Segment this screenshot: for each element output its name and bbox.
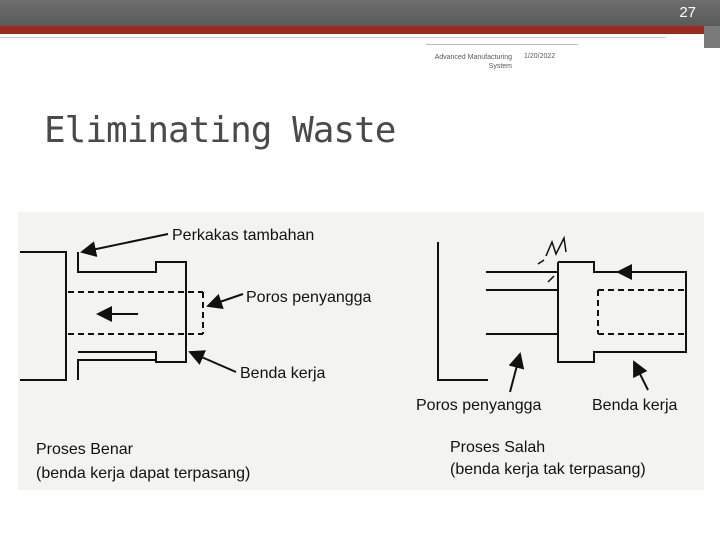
- scanned-figure: [18, 212, 704, 490]
- caption-wrong: Proses Salah: [450, 439, 546, 456]
- caption-correct: Proses Benar: [36, 441, 133, 458]
- label-workpiece-left: Benda kerja: [240, 365, 326, 382]
- label-tool: Perkakas tambahan: [172, 227, 315, 244]
- footer-title-line1: Advanced Manufacturing: [434, 54, 512, 61]
- caption-correct-detail: (benda kerja dapat terpasang): [36, 465, 251, 482]
- accent-band: [0, 26, 704, 34]
- top-bar: [0, 0, 720, 26]
- corner-block: [704, 26, 720, 48]
- footer-date: 1/20/2022: [524, 53, 556, 60]
- footer-title: [418, 53, 512, 71]
- header-rule: [0, 37, 666, 38]
- footer-rule: [426, 44, 578, 45]
- label-workpiece-right: Benda kerja: [592, 397, 678, 414]
- label-shaft-right: Poros penyangga: [416, 397, 542, 414]
- label-shaft-left: Poros penyangga: [246, 289, 372, 306]
- slide-title: Eliminating Waste: [44, 110, 396, 151]
- caption-wrong-detail: (benda kerja tak terpasang): [450, 461, 646, 478]
- footer-title-line2: System: [488, 63, 512, 70]
- slide-number: 27: [679, 4, 696, 21]
- figure-svg: [18, 212, 704, 490]
